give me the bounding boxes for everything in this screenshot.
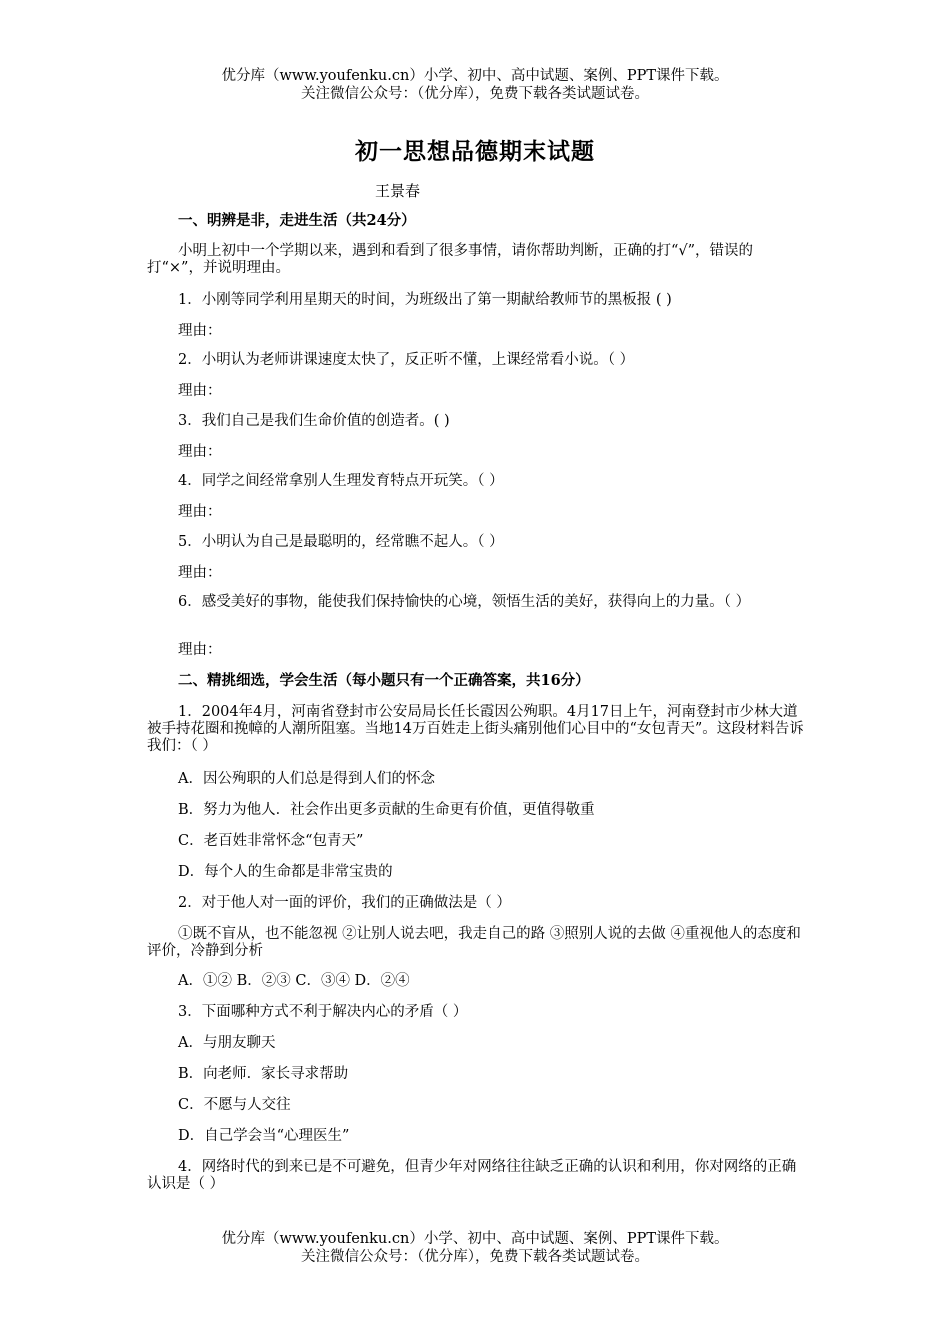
mc-2-options: A．①② B．②③ C．③④ D．②④ (178, 973, 410, 989)
page-header (0, 67, 950, 103)
mc-3-option-c: C．不愿与人交往 (178, 1097, 291, 1113)
mc-1-option-c: C．老百姓非常怀念“包青天” (178, 833, 364, 849)
question-5: 5．小明认为自己是最聪明的，经常瞧不起人。（ ） (178, 534, 504, 550)
footer-line-2: 关注微信公众号：（优分库），免费下载各类试题试卷。 (301, 1249, 649, 1265)
mc-1-option-b: B．努力为他人．社会作出更多贡献的生命更有价值，更值得敬重 (178, 802, 595, 818)
mc-1-option-d: D．每个人的生命都是非常宝贵的 (178, 864, 393, 880)
footer-line-1: 优分库（www.youfenku.cn）小学、初中、高中试题、案例、PPT课件下载。 (221, 1231, 729, 1247)
reason-label: 理由： (178, 565, 222, 581)
section-1-heading: 一、明辨是非，走进生活（共24分） (178, 212, 416, 229)
reason-label: 理由： (178, 444, 222, 460)
mc-question-4: 4．网络时代的到来已是不可避免，但青少年对网络往往缺乏正确的认识和利用，你对网络的正确认识是（ ） (147, 1159, 797, 1192)
reason-label: 理由： (178, 383, 222, 399)
page-title: 初一思想品德期末试题 (355, 138, 595, 165)
page-footer (0, 1230, 950, 1266)
mc-question-3: 3．下面哪种方式不利于解决内心的矛盾（ ） (178, 1004, 468, 1020)
question-4: 4．同学之间经常拿别人生理发育特点开玩笑。（ ） (178, 473, 504, 489)
mc-1-option-a: A．因公殉职的人们总是得到人们的怀念 (178, 771, 435, 787)
mc-3-option-d: D．自己学会当“心理医生” (178, 1128, 350, 1144)
header-line-1: 优分库（www.youfenku.cn）小学、初中、高中试题、案例、PPT课件下载。 (221, 68, 729, 84)
mc-3-option-a: A．与朋友聊天 (178, 1035, 276, 1051)
question-2: 2．小明认为老师讲课速度太快了，反正听不懂，上课经常看小说。（ ） (178, 352, 635, 368)
section-1-intro: 小明上初中一个学期以来，遇到和看到了很多事情，请你帮助判断，正确的打“√”，错误的打“×”，并说明理由。 (147, 243, 754, 276)
author: 王景春 (375, 182, 421, 200)
question-6: 6．感受美好的事物，能使我们保持愉快的心境，领悟生活的美好，获得向上的力量。（ ） (178, 594, 751, 610)
header-line-2: 关注微信公众号：（优分库），免费下载各类试题试卷。 (301, 86, 649, 102)
question-3: 3．我们自己是我们生命价值的创造者。( ) (178, 413, 450, 429)
reason-label: 理由： (178, 642, 222, 658)
mc-question-2: 2．对于他人对一面的评价，我们的正确做法是（ ） (178, 895, 511, 911)
mc-3-option-b: B．向老师．家长寻求帮助 (178, 1066, 349, 1082)
section-2-heading: 二、精挑细选，学会生活（每小题只有一个正确答案，共16分） (178, 672, 590, 689)
reason-label: 理由： (178, 504, 222, 520)
reason-label: 理由： (178, 323, 222, 339)
mc-2-choices: ①既不盲从，也不能忽视 ②让别人说去吧，我走自己的路 ③照别人说的去做 ④重视他人的态度和评价，冷静到分析 (147, 926, 801, 959)
question-1: 1．小刚等同学利用星期天的时间，为班级出了第一期献给教师节的黑板报 ( ) (178, 292, 672, 308)
mc-question-1: 1．2004年4月，河南省登封市公安局局长任长霞因公殉职。4月17日上午，河南登封市少林大道被手持花圈和挽幛的人潮所阻塞。当地14万百姓走上街头痛别他们心目中的“女包青天”。这段材料告诉我们：（ ） (147, 704, 804, 754)
